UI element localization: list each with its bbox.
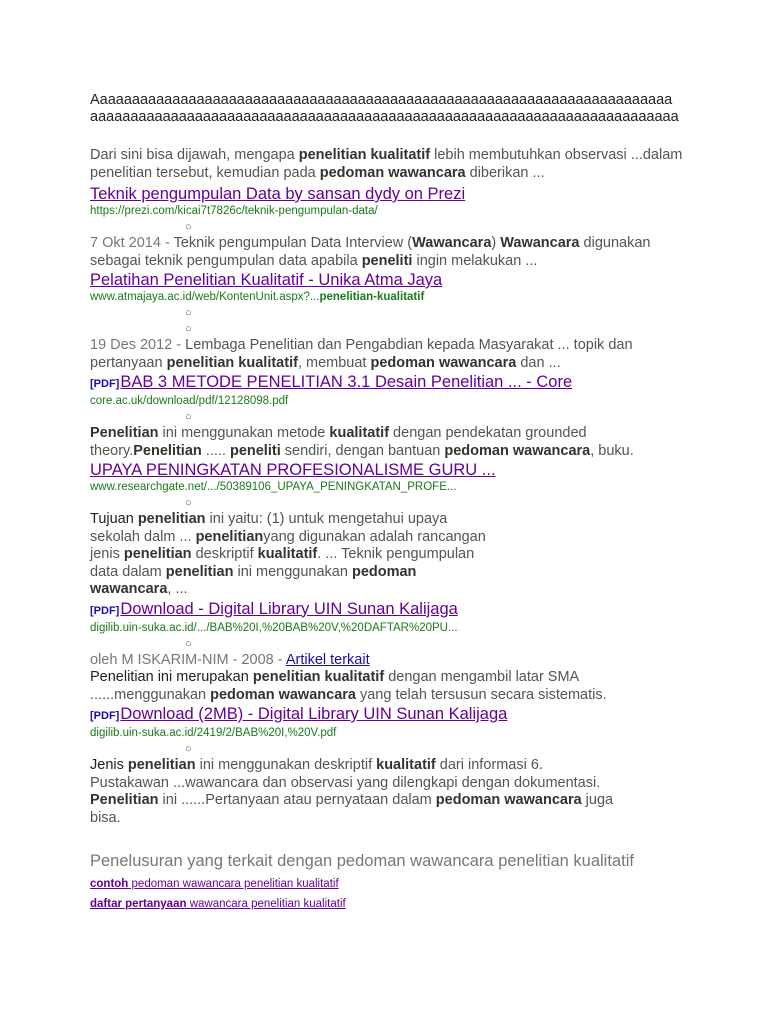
- snippet-text: dengan pendekatan grounded theory.: [90, 425, 587, 459]
- snippet-bold: peneliti: [229, 442, 281, 459]
- bullet-icon: ○: [185, 411, 192, 423]
- snippet-bold: Wawancara: [500, 235, 580, 251]
- snippet-bold: penelitian kualitatif: [166, 354, 298, 371]
- result-url-core: core.ac.uk/download/pdf/12128098.pdf: [90, 395, 289, 407]
- result-snippet-uin-1: [90, 652, 670, 705]
- snippet-text: , membuat: [297, 354, 371, 371]
- snippet-bold: kualitatif: [329, 425, 390, 441]
- snippet-bold: penelitian kualitatif: [252, 669, 385, 685]
- related-search-link[interactable]: [90, 875, 768, 893]
- related-text: wawancara penelitian kualitatif: [186, 898, 346, 910]
- result-title-researchgate[interactable]: UPAYA PENINGKATAN PROFESIONALISME GURU ...: [90, 461, 496, 479]
- snippet-bold: pedoman wawancara: [90, 563, 417, 597]
- result-snippet-atmajaya: [90, 337, 690, 372]
- snippet-bold: penelitian: [123, 546, 192, 562]
- result-title-uin-1[interactable]: Download - Digital Library UIN Sunan Kalijaga: [120, 599, 458, 618]
- snippet-bold: kualitatif: [257, 546, 318, 562]
- snippet-text: Jenis: [90, 757, 128, 773]
- snippet-text: dengan mengambil latar SMA ......menggunakan: [90, 669, 579, 703]
- bullet-icon: ○: [185, 323, 192, 335]
- snippet-text: ini menggunakan metode: [158, 425, 330, 441]
- snippet-bold: penelitian: [137, 511, 206, 527]
- snippet-text: Teknik pengumpulan Data Interview (: [173, 235, 413, 251]
- snippet-bold: penelitian: [127, 757, 196, 773]
- result-date: oleh M ISKARIM-NIM - 2008 -: [90, 651, 286, 668]
- result-heading-uin-2: [90, 704, 768, 726]
- result-snippet-researchgate: [90, 511, 500, 599]
- snippet-text: Tujuan: [90, 511, 138, 527]
- related-bold: daftar pertanyaan: [90, 898, 187, 910]
- snippet-text: dan ...: [516, 354, 561, 371]
- result-url-uin-1: digilib.uin-suka.ac.id/.../BAB%20I,%20BAB%20V,%20DAFTAR%20PU...: [90, 621, 458, 634]
- related-articles-link[interactable]: Artikel terkait: [285, 651, 370, 668]
- snippet-bold: pedoman wawancara: [370, 354, 517, 371]
- snippet-text: . ... Teknik pengumpulan data dalam: [90, 546, 475, 580]
- intro-text-1: Dari sini bisa dijawah, mengapa: [90, 147, 299, 163]
- snippet-text: ini yaitu: (1) untuk mengetahui upaya sekolah dalm ...: [90, 511, 448, 545]
- snippet-text: Penelitian ini merupakan: [90, 669, 253, 685]
- result-heading-core: [90, 372, 768, 394]
- snippet-text: .....: [201, 442, 230, 459]
- result-date: 7 Okt 2014 -: [90, 235, 174, 251]
- snippet-bold: Wawancara: [412, 235, 492, 251]
- snippet-text: deskriptif: [191, 546, 258, 562]
- snippet-text: ): [491, 235, 501, 251]
- result-heading-uin-1: [90, 599, 768, 621]
- result-snippet-uin-2: [90, 757, 625, 827]
- result-title-core[interactable]: BAB 3 METODE PENELITIAN 3.1 Desain Penelitian ... - Core: [120, 373, 573, 391]
- snippet-bold: kualitatif: [376, 757, 436, 773]
- pdf-tag[interactable]: [PDF]: [90, 710, 120, 722]
- intro-bold-1: penelitian kualitatif: [298, 147, 431, 163]
- snippet-text: yang telah tersusun secara sistematis.: [355, 686, 607, 703]
- result-title-prezi[interactable]: Teknik pengumpulan Data by sansan dydy on Prezi: [90, 185, 466, 203]
- result-url-prezi: https://prezi.com/kicai7t7826c/teknik-pengumpulan-data/: [90, 205, 378, 217]
- snippet-text: yang digunakan adalah rancangan jenis: [90, 528, 486, 562]
- url-bold: penelitian-kualitatif: [319, 291, 425, 303]
- snippet-text: , buku.: [590, 442, 634, 459]
- result-title-atmajaya[interactable]: Pelatihan Penelitian Kualitatif - Unika Atma Jaya: [90, 271, 443, 289]
- related-bold: contoh: [90, 878, 129, 890]
- bullet-icon: ○: [185, 221, 192, 233]
- bullet-icon: ○: [185, 743, 192, 755]
- bullet-icon: ○: [185, 637, 192, 650]
- snippet-bold: penelitian: [165, 563, 234, 580]
- snippet-text: ini ......Pertanyaan atau pernyataan dalam: [158, 792, 436, 808]
- snippet-bold: pedoman wawancara: [444, 442, 591, 459]
- snippet-text: juga bisa.: [90, 792, 614, 826]
- pdf-tag[interactable]: [PDF]: [90, 604, 120, 617]
- snippet-bold: penelitian: [195, 528, 264, 545]
- snippet-bold: Penelitian: [90, 792, 159, 808]
- related-search-link[interactable]: [90, 895, 768, 913]
- bullet-icon: ○: [185, 307, 192, 319]
- snippet-text: Lembaga Penelitian dan Pengabdian kepada Masyarakat ... topik dan pertanyaan: [90, 337, 633, 371]
- snippet-bold: Penelitian: [133, 442, 202, 459]
- snippet-text: digunakan sebagai teknik pengumpulan data apabila: [90, 235, 651, 269]
- result-date: 19 Des 2012 -: [90, 337, 186, 353]
- snippet-bold: peneliti: [361, 252, 413, 269]
- intro-snippet: [90, 147, 690, 182]
- related-text: pedoman wawancara penelitian kualitatif: [128, 878, 339, 890]
- filler-text: Aaaaaaaaaaaaaaaaaaaaaaaaaaaaaaaaaaaaaaaaaaaaaaaaaaaaaaaaaaaaaaaaaaaaaaaaaaaaaaaaaaaaaaaaaaaaaaaaaaaaaaaaaaaaaaaaaaaaaaaaaaaaaaaaaaaaaaaaaaaaaaaaa: [90, 92, 679, 125]
- related-searches: [90, 851, 768, 913]
- snippet-text: ingin melakukan ...: [412, 252, 538, 269]
- result-snippet-prezi: [90, 235, 690, 270]
- result-url-uin-2: digilib.uin-suka.ac.id/2419/2/BAB%20I,%20V.pdf: [90, 727, 337, 739]
- intro-text-2: lebih membutuhkan observasi ...dalam penelitian tersebut, kemudian pada: [90, 147, 683, 181]
- snippet-bold: pedoman wawancara: [210, 686, 356, 703]
- result-snippet-core: [90, 425, 690, 460]
- url-text: www.atmajaya.ac.id/web/KontenUnit.aspx?...: [90, 291, 320, 303]
- snippet-text: dari informasi 6. Pustakawan ...wawancara dan observasi yang dilengkapi dengan dokumentasi.: [90, 757, 601, 791]
- intro-text-3: diberikan ...: [465, 164, 545, 181]
- snippet-text: sendiri, dengan bantuan: [280, 442, 445, 459]
- snippet-text: ini menggunakan: [233, 563, 352, 580]
- pdf-tag[interactable]: [PDF]: [90, 378, 120, 390]
- result-url-atmajaya: [90, 290, 768, 305]
- result-title-uin-2[interactable]: Download (2MB) - Digital Library UIN Sunan Kalijaga: [120, 705, 508, 723]
- snippet-text: ini menggunakan deskriptif: [195, 757, 377, 773]
- result-url-researchgate: www.researchgate.net/.../50389106_UPAYA_PENINGKATAN_PROFE...: [90, 481, 457, 493]
- related-searches-heading: Penelusuran yang terkait dengan pedoman wawancara penelitian kualitatif: [90, 852, 634, 870]
- bullet-icon: ○: [185, 497, 192, 509]
- snippet-bold: pedoman wawancara: [435, 792, 582, 808]
- intro-bold-2: pedoman wawancara: [319, 164, 466, 181]
- snippet-bold: Penelitian: [90, 425, 159, 441]
- snippet-text: , ...: [167, 581, 188, 597]
